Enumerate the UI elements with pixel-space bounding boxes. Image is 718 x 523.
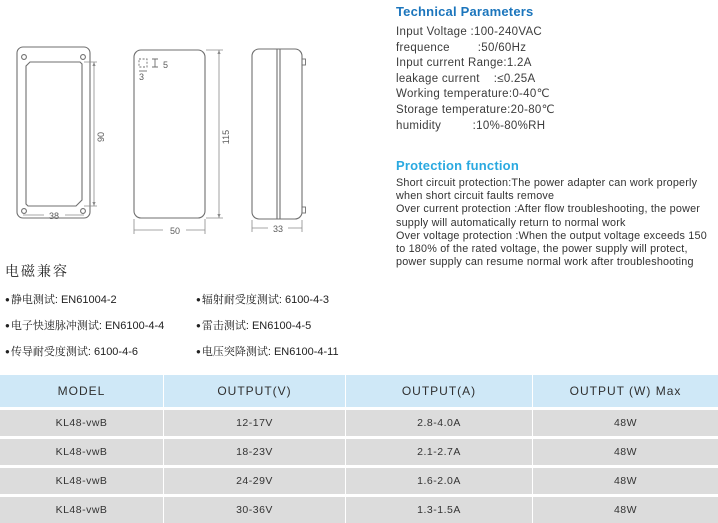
emc-item-voltage-dip xyxy=(196,343,390,359)
emc-item-lightning xyxy=(196,317,390,333)
bullet-icon: ● xyxy=(196,347,201,356)
col-header-output-a: OUTPUT(A) xyxy=(346,375,532,407)
dim-slot-width: 5 xyxy=(163,60,169,70)
table-cell-model: KL48-vwB xyxy=(0,439,163,465)
dim-profile-width: 33 xyxy=(272,224,284,234)
front-view-drawing xyxy=(17,47,90,218)
bullet-icon: ● xyxy=(196,295,201,304)
param-storage-temperature: Storage temperature:20-80℃ xyxy=(396,103,555,116)
param-working-temperature: Working temperature:0-40℃ xyxy=(396,88,550,101)
table-cell-output-a: 2.1-2.7A xyxy=(346,439,532,465)
table-cell-output-w: 48W xyxy=(533,410,718,436)
dim-front-width: 38 xyxy=(48,211,60,221)
dim-front-height: 90 xyxy=(96,131,106,143)
bullet-icon: ● xyxy=(5,321,10,330)
emc-item-label: 雷击测试: EN6100-4-5 xyxy=(201,320,312,332)
table-cell-output-v: 24-29V xyxy=(164,468,345,494)
table-cell-model: KL48-vwB xyxy=(0,410,163,436)
table-cell-output-v: 30-36V xyxy=(164,497,345,523)
technical-drawings xyxy=(0,0,360,250)
param-input-voltage: Input Voltage :100-240VAC xyxy=(396,26,543,38)
profile-view-drawing xyxy=(252,49,306,219)
table-cell-output-a: 1.3-1.5A xyxy=(346,497,532,523)
emc-item-radiation xyxy=(196,291,390,307)
bullet-icon: ● xyxy=(196,321,201,330)
protection-over-current: Over current protection :After flow troubleshooting, the power supply will automatically return to normal work xyxy=(396,203,701,229)
emc-item-label: 辐射耐受度测试: 6100-4-3 xyxy=(201,294,329,306)
bullet-icon: ● xyxy=(5,295,10,304)
param-leakage-current: leakage current :≤0.25A xyxy=(396,72,536,85)
table-cell-output-w: 48W xyxy=(533,497,718,523)
dim-slot-depth: 3 xyxy=(139,72,145,82)
table-cell-output-a: 2.8-4.0A xyxy=(346,410,532,436)
dim-side-width: 50 xyxy=(169,226,181,236)
technical-parameters-section xyxy=(396,4,716,134)
col-header-output-w: OUTPUT (W) Max xyxy=(533,375,718,407)
table-cell-output-w: 48W xyxy=(533,439,718,465)
emc-item-electrostatic xyxy=(5,291,196,307)
dim-side-height: 115 xyxy=(221,129,231,145)
technical-parameters-title: Technical Parameters xyxy=(396,4,534,19)
col-header-output-v: OUTPUT(V) xyxy=(164,375,345,407)
table-cell-output-a: 1.6-2.0A xyxy=(346,468,532,494)
emc-item-conducted xyxy=(5,343,196,359)
param-input-current: Input current Range:1.2A xyxy=(396,57,532,70)
table-cell-output-v: 18-23V xyxy=(164,439,345,465)
protection-function-title: Protection function xyxy=(396,158,519,173)
emc-title: 电磁兼容 xyxy=(5,263,69,279)
emc-item-label: 电子快速脉冲测试: EN6100-4-4 xyxy=(10,320,165,332)
emc-section xyxy=(5,261,390,359)
emc-item-label: 静电测试: EN61004-2 xyxy=(10,294,117,306)
table-cell-output-w: 48W xyxy=(533,468,718,494)
table-cell-model: KL48-vwB xyxy=(0,468,163,494)
emc-item-label: 电压突降测试: EN6100-4-11 xyxy=(201,346,339,358)
emc-test-list xyxy=(5,291,390,359)
bullet-icon: ● xyxy=(5,347,10,356)
protection-function-section xyxy=(396,158,718,269)
param-humidity: humidity :10%-80%RH xyxy=(396,119,546,132)
spec-table xyxy=(0,375,718,523)
protection-over-voltage: Over voltage protection :When the output voltage exceeds 150 to 180% of the rated voltage, the power supply will protect, power supply can resume normal work after troubleshooting xyxy=(396,229,707,269)
param-frequency: frequence :50/60Hz xyxy=(396,41,527,54)
protection-short-circuit: Short circuit protection:The power adapter can work properly when short circuit faults remove xyxy=(396,177,698,203)
emc-item-label: 传导耐受度测试: 6100-4-6 xyxy=(10,346,138,358)
side-view-drawing xyxy=(134,50,205,218)
emc-item-fast-transient xyxy=(5,317,196,333)
col-header-model: MODEL xyxy=(0,375,163,407)
table-cell-output-v: 12-17V xyxy=(164,410,345,436)
table-cell-model: KL48-vwB xyxy=(0,497,163,523)
